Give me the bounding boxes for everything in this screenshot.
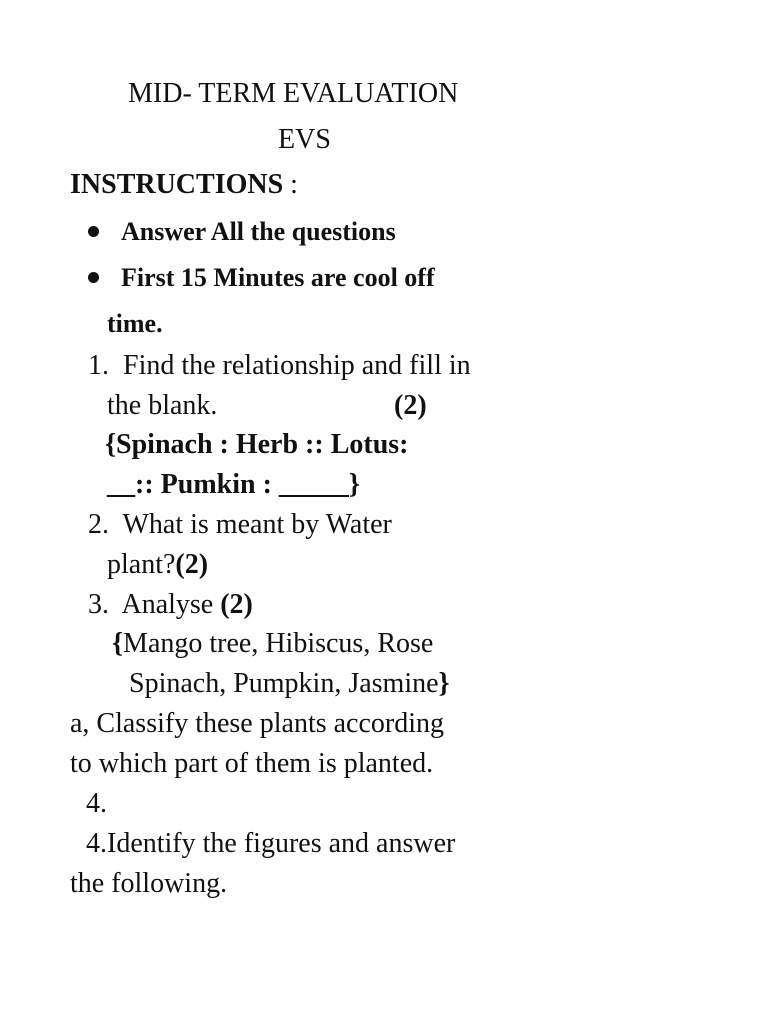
question-3-list-line-2 [129,664,450,704]
question-2-text: What is meant by Water [122,509,392,540]
instruction-bullet-1 [88,212,396,252]
question-2-line-1 [88,505,392,545]
question-1-analogy-line-1: {Spinach : Herb :: Lotus: [105,429,409,460]
question-1-analogy-line-2: __:: Pumkin : _____} [107,469,360,500]
bullet-icon [88,226,99,237]
question-1-marks: (2) [394,390,427,421]
question-2-line-2 [107,545,208,585]
question-1-line-2: the blank. [107,390,218,421]
instruction-bullet-text: First 15 Minutes are cool off [121,263,435,292]
instructions-heading [70,165,298,205]
question-3-list-text-2: Spinach, Pumpkin, Jasmine [129,668,439,699]
instruction-bullet-text: Answer All the questions [121,217,396,246]
question-3-brace-close: } [438,668,450,699]
question-2-number: 2. [88,509,109,540]
question-3-sub-a-line-1: a, Classify these plants according [70,708,445,739]
instruction-bullet-continuation: time. [107,309,163,338]
question-3-text: Analyse [121,589,221,620]
question-4-line-2: the following. [70,868,228,899]
question-3-marks: (2) [220,589,253,620]
question-3-number: 3. [88,589,109,620]
question-3-list-line-1 [112,624,433,664]
question-3-list-text-1: Mango tree, Hibiscus, Rose [123,628,434,659]
bullet-icon [88,272,99,283]
instruction-bullet-2 [88,258,435,298]
question-1-text: Find the relationship and fill in [123,350,471,381]
instructions-heading-label: INSTRUCTIONS [70,169,284,200]
question-2-marks: (2) [175,549,209,580]
subject-title: EVS [278,124,331,155]
question-4-line-1: 4.Identify the figures and answer [86,828,456,859]
question-4-blank-number: 4. [86,788,107,819]
question-3-line-1 [88,585,253,625]
question-3-brace-open: { [112,628,124,659]
instructions-colon: : [283,169,298,200]
question-1-number: 1. [88,350,109,381]
page-title: MID- TERM EVALUATION [128,78,459,109]
question-1-line-1 [88,346,471,386]
question-3-sub-a-line-2: to which part of them is planted. [70,748,434,779]
question-2-text-cont: plant? [107,549,176,580]
